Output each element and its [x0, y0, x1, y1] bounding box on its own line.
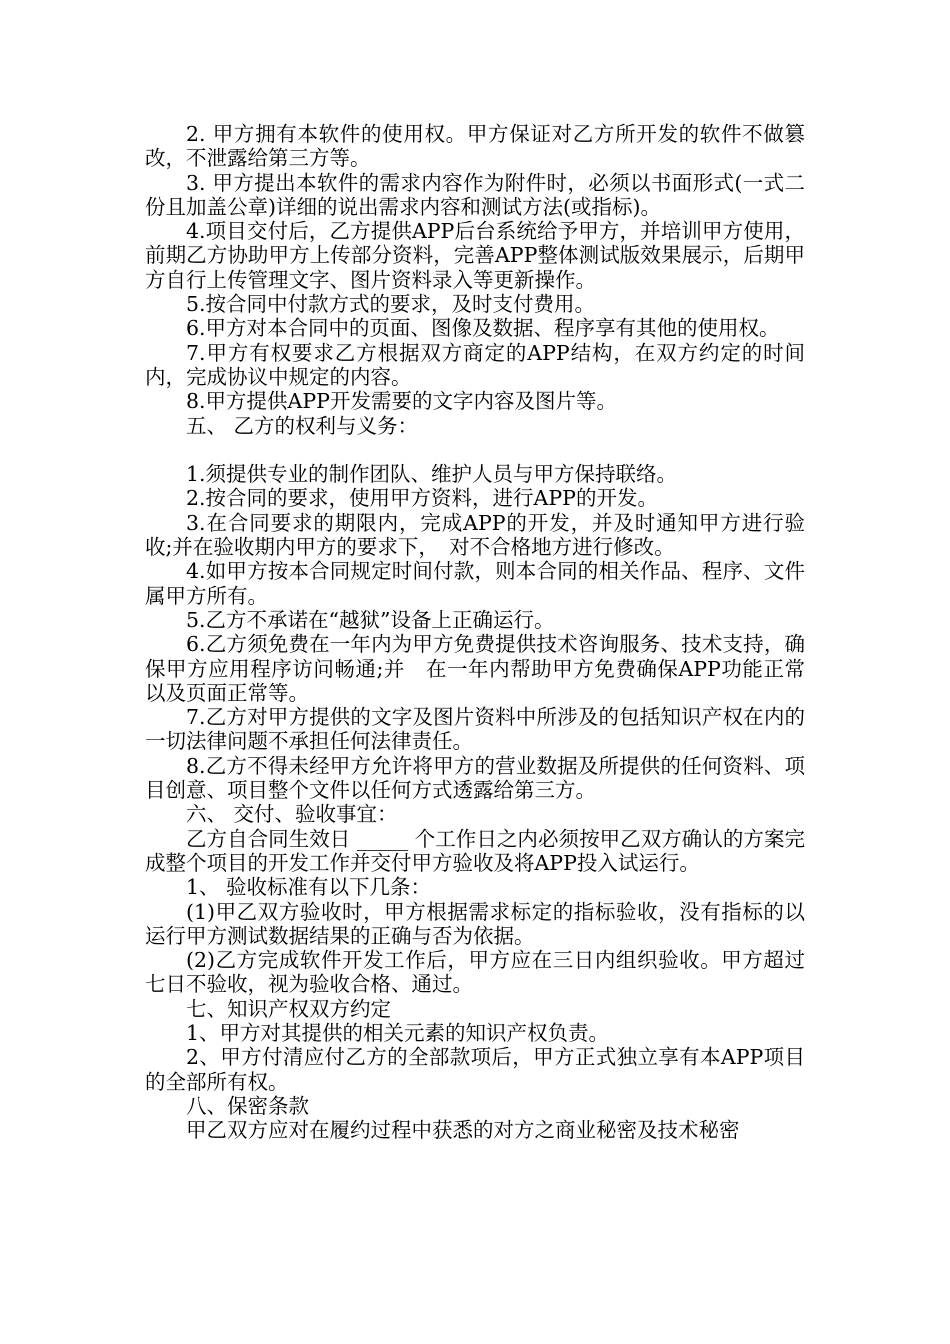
- clause-a3: 3. 甲方提出本软件的需求内容作为附件时，必须以书面形式(一式二份且加盖公章)详细的说出需求内容和测试方法(或指标)。: [145, 170, 805, 219]
- section-heading-6: 六、 交付、验收事宜：: [186, 802, 398, 827]
- delivery-clause: 乙方自合同生效日 _____ 个工作日之内必须按甲乙双方确认的方案完成整个项目的开发工作并交付甲方验收及将APP投入试运行。: [145, 826, 805, 875]
- clause-b7: 7.乙方对甲方提供的文字及图片资料中所涉及的包括知识产权在内的一切法律问题不承担任何法律责任。: [145, 705, 805, 754]
- confidentiality-clause: 甲乙双方应对在履约过程中获悉的对方之商业秘密及技术秘密: [186, 1118, 740, 1143]
- clause-b3: 3.在合同要求的期限内，完成APP的开发，并及时通知甲方进行验收;并在验收期内甲方的要求下， 对不合格地方进行修改。: [145, 510, 805, 560]
- clause-a8: 8.甲方提供APP开发需要的文字内容及图片等。: [186, 389, 617, 414]
- section-heading-7: 七、知识产权双方约定: [186, 996, 391, 1021]
- clause-a7: 7.甲方有权要求乙方根据双方商定的APP结构，在双方约定的时间内，完成协议中规定的内容。: [145, 340, 805, 389]
- section-heading-8: 八、保密条款: [186, 1093, 309, 1118]
- clause-b6: 6.乙方须免费在一年内为甲方免费提供技术咨询服务、技术支持，确保甲方应用程序访问畅通;并 在一年内帮助甲方免费确保APP功能正常以及页面正常等。: [145, 632, 805, 705]
- clause-a5: 5.按合同中付款方式的要求，及时支付费用。: [186, 292, 596, 317]
- ip-clause-1: 1、甲方对其提供的相关元素的知识产权负责。: [186, 1020, 610, 1045]
- clause-b5: 5.乙方不承诺在“越狱”设备上正确运行。: [186, 607, 555, 632]
- ip-clause-2: 2、甲方付清应付乙方的全部款项后，甲方正式独立享有本APP项目的全部所有权。: [145, 1045, 805, 1094]
- clause-b4: 4.如甲方按本合同规定时间付款，则本合同的相关作品、程序、文件属甲方所有。: [145, 559, 805, 608]
- blank-line: [145, 438, 805, 462]
- acceptance-criteria-heading: 1、 验收标准有以下几条：: [186, 875, 432, 900]
- acceptance-criterion-1: (1)甲乙双方验收时，甲方根据需求标定的指标验收，没有指标的以运行甲方测试数据结果的正确与否为依据。: [145, 899, 805, 948]
- document-page: [145, 122, 805, 1142]
- clause-a2: 2. 甲方拥有本软件的使用权。甲方保证对乙方所开发的软件不做篡改，不泄露给第三方等。: [145, 122, 805, 171]
- section-heading-5: 五、 乙方的权利与义务：: [186, 413, 419, 438]
- clause-a4: 4.项目交付后，乙方提供APP后台系统给予甲方，并培训甲方使用，前期乙方协助甲方上传部分资料，完善APP整体测试版效果展示，后期甲方自行上传管理文字、图片资料录入等更新操作。: [145, 219, 805, 292]
- clause-b1: 1.须提供专业的制作团队、维护人员与甲方保持联络。: [186, 462, 678, 487]
- clause-b2: 2.按合同的要求，使用甲方资料，进行APP的开发。: [186, 486, 658, 511]
- clause-b8: 8.乙方不得未经甲方允许将甲方的营业数据及所提供的任何资料、项目创意、项目整个文件以任何方式透露给第三方。: [145, 753, 805, 803]
- acceptance-criterion-2: (2)乙方完成软件开发工作后，甲方应在三日内组织验收。甲方超过七日不验收，视为验收合格、通过。: [145, 948, 805, 997]
- clause-a6: 6.甲方对本合同中的页面、图像及数据、程序享有其他的使用权。: [186, 316, 780, 341]
